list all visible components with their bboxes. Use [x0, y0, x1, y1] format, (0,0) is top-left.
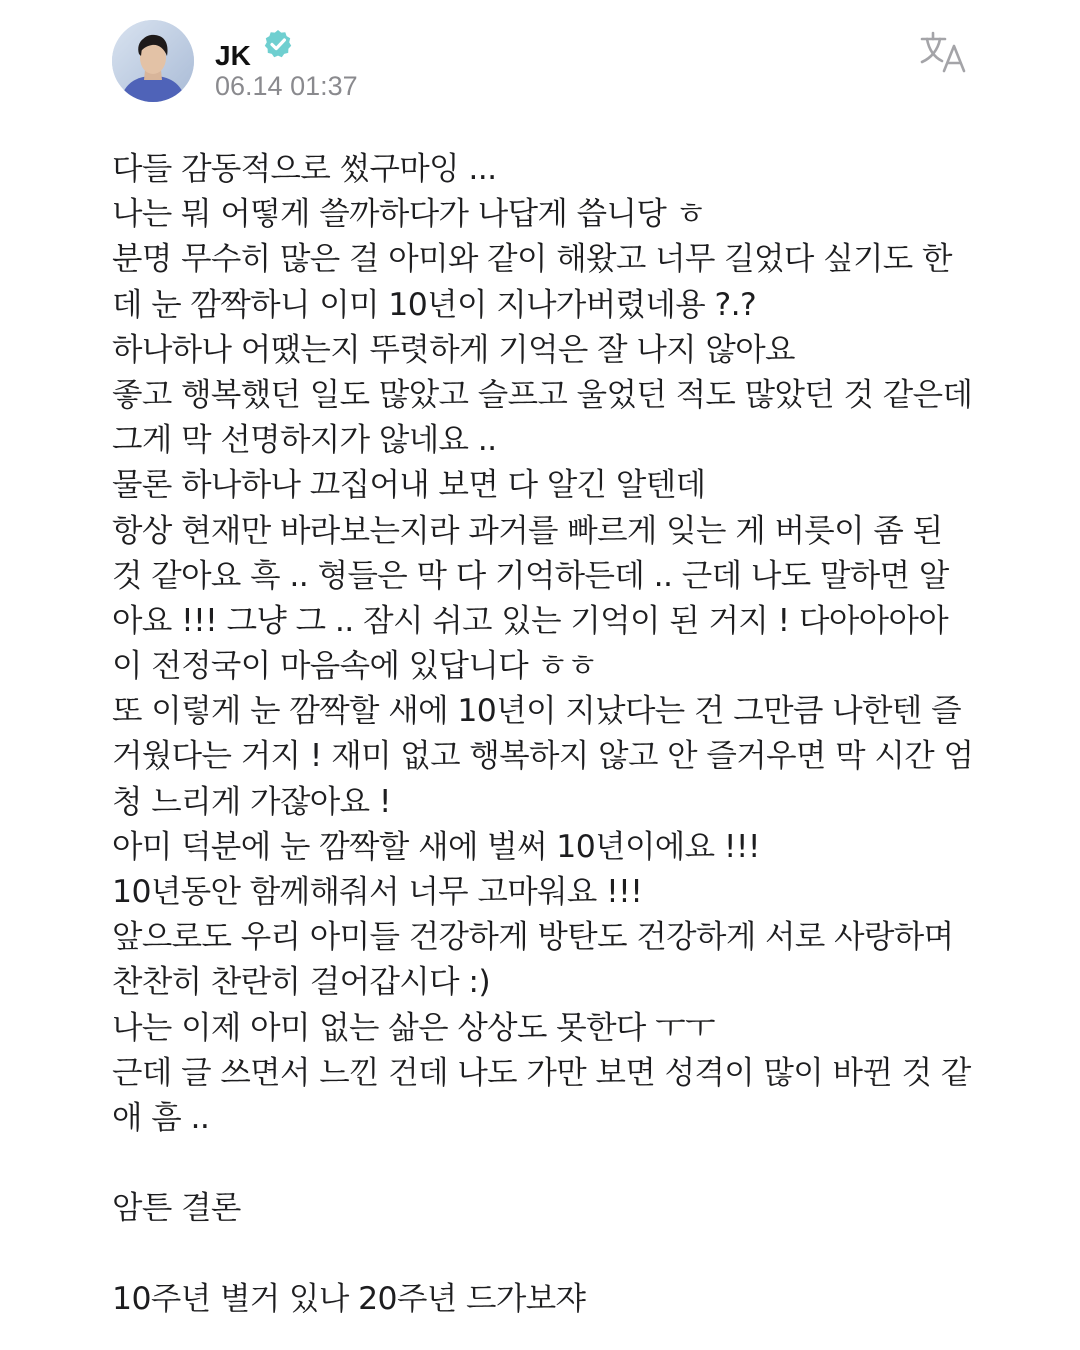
- post-text-line: 근데 글 쓰면서 느낀 건데 나도 가만 보면 성격이 많이 바뀐 것 같: [112, 1054, 971, 1091]
- post-text-line: 나는 뭐 어떻게 쓸까하다가 나답게 씁니당 ㅎ: [112, 196, 706, 233]
- post-body: [112, 147, 992, 1322]
- post-text-line: 분명 무수히 많은 걸 아미와 같이 해왔고 너무 길었다 싶기도 한: [112, 241, 952, 278]
- post-text-line: 물론 하나하나 끄집어내 보면 다 알긴 알텐데: [112, 467, 706, 504]
- translate-icon[interactable]: [918, 28, 968, 76]
- post-text-line: 거웠다는 거지 ! 재미 없고 행복하지 않고 안 즐거우면 막 시간 엄: [112, 738, 974, 775]
- post-text-line: 아미 덕분에 눈 깜짝할 새에 벌써 10년이에요 !!!: [112, 828, 760, 865]
- author-name[interactable]: JK: [215, 40, 251, 71]
- post-text-line: 10년동안 함께해줘서 너무 고마워요 !!!: [112, 874, 643, 910]
- post-text-line: [112, 1141, 992, 1186]
- post-text-line: 암튼 결론: [112, 1190, 241, 1227]
- post-text-line: 10주년 별거 있나 20주년 드가보쟈: [112, 1280, 586, 1317]
- post-text-line: 아요 !!! 그냥 그 .. 잠시 쉬고 있는 기억이 된 거지 ! 다아아아아: [112, 602, 949, 639]
- profile-photo: [112, 20, 194, 102]
- post-text-line: 것 같아요 흑 .. 형들은 막 다 기억하든데 .. 근데 나도 말하면 알: [112, 557, 949, 594]
- author-avatar[interactable]: [112, 20, 194, 102]
- post-text-line: 데 눈 깜짝하니 이미 10년이 지나가버렸네용 ?.?: [112, 286, 757, 323]
- post-text-line: 앞으로도 우리 아미들 건강하게 방탄도 건강하게 서로 사랑하며: [112, 919, 954, 956]
- post-text-line: 항상 현재만 바라보는지라 과거를 빠르게 잊는 게 버릇이 좀 된: [112, 512, 943, 549]
- post-text-line: 나는 이제 아미 없는 삶은 상상도 못한다 ㅜㅜ: [112, 1009, 715, 1046]
- post-text-line: 다들 감동적으로 썼구마잉 ...: [112, 151, 497, 187]
- post-text-line: 또 이렇게 눈 깜짝할 새에 10년이 지났다는 건 그만큼 나한텐 즐: [112, 693, 961, 730]
- post-text-line: 이 전정국이 마음속에 있답니다 ㅎㅎ: [112, 648, 598, 685]
- post-text-line: 청 느리게 가잖아요 !: [112, 783, 391, 820]
- verified-check-icon: [262, 28, 294, 60]
- post-text-line: 하나하나 어땠는지 뚜렷하게 기억은 잘 나지 않아요: [112, 331, 795, 368]
- post-timestamp: 06.14 01:37: [215, 71, 358, 101]
- post-text-line: 애 흠 ..: [112, 1099, 210, 1136]
- post-text-line: 좋고 행복했던 일도 많았고 슬프고 울었던 적도 많았던 것 같은데: [112, 376, 973, 413]
- post-text-line: 그게 막 선명하지가 않네요 ..: [112, 422, 497, 459]
- post-text-line: [112, 1232, 992, 1277]
- post-header: [112, 20, 972, 104]
- post-text-line: 찬찬히 찬란히 걸어갑시다 :): [112, 964, 491, 1001]
